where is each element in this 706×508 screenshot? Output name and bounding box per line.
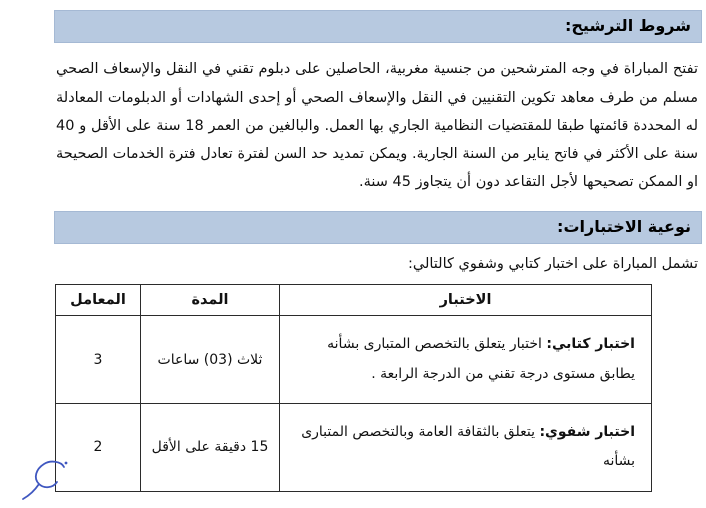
col-header-duration: المدة [141,285,280,316]
oral-exam-name: اختبار شفوي: [539,423,635,440]
col-header-exam: الاختبار [280,285,652,316]
section-header-tests [54,211,702,244]
oral-exam-description [280,403,652,491]
conditions-title: شروط الترشيح: [565,16,691,35]
written-exam-name: اختبار كتابي: [546,336,635,353]
oral-exam-coefficient: 2 [56,403,141,491]
table-row-written-exam [56,316,652,404]
written-exam-coefficient: 3 [56,316,141,404]
exams-table [55,284,652,492]
written-exam-description [280,316,652,404]
oral-exam-detail: يتعلق بالثقافة العامة وبالتخصص المتبارى بشأنه [301,423,635,470]
table-header-row [56,285,652,316]
written-exam-detail: اختبار يتعلق بالتخصص المتبارى بشأنه يطابق مستوى درجة تقني من الدرجة الرابعة . [327,336,635,382]
col-header-coefficient: المعامل [56,285,141,316]
table-row-oral-exam [56,403,652,491]
tests-intro: تشمل المباراة على اختبار كتابي وشفوي كالتالي: [407,256,698,273]
tests-title: نوعية الاختبارات: [557,216,691,236]
written-exam-duration: ثلاث (03) ساعات [141,316,280,404]
conditions-paragraph: تفتح المباراة في وجه المترشحين من جنسية مغربية، الحاصلين على دبلوم تقني في النقل والإسعاف الصحي مسلم من طرف معاهد تكوين التقنيين في النقل والإسعاف الصحي أو إحدى الشهادات أو الدبلومات المعادلة له المحددة قائمتها طبقا للمقتضيات النظامية الجاري بها العمل. والبالغين من العمر 18 سنة على الأقل و 40 سنة على الأكثر في فاتح يناير من السنة الجارية. ويمكن تمديد حد السن لفترة تعادل فترة الخدمات الصحيحة او الممكن تصحيحها لأجل التقاعد دون أن يتجاوز 45 سنة. [56,61,698,191]
oral-exam-duration: 15 دقيقة على الأقل [141,403,280,491]
handwritten-signature-icon [20,458,76,502]
signature-mark [20,458,76,502]
section-header-conditions [54,10,702,43]
